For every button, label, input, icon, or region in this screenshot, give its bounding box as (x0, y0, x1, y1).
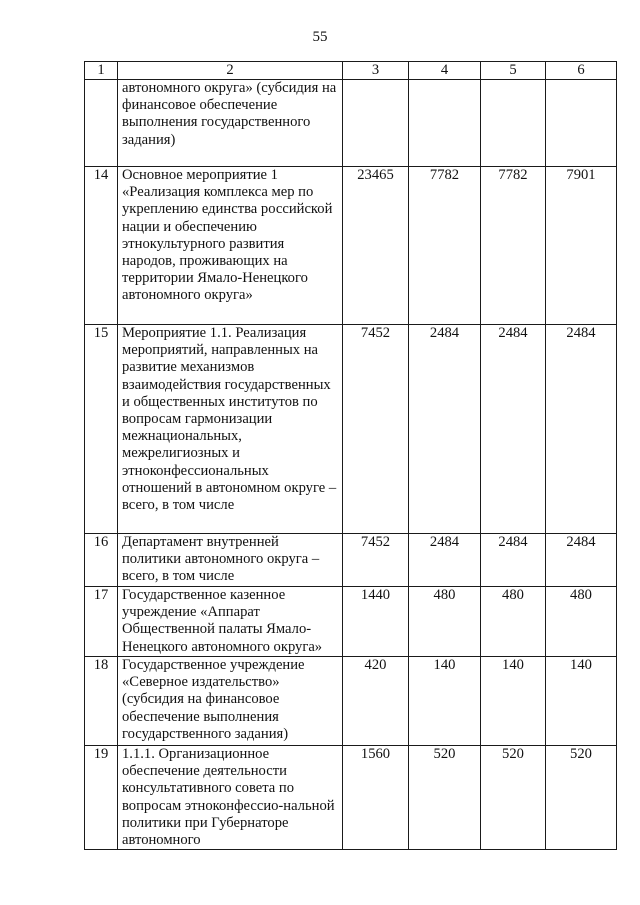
table-row (85, 80, 617, 167)
header-cell-2: 2 (118, 62, 343, 80)
row-number: 19 (85, 746, 118, 850)
row-value-6: 2484 (546, 325, 617, 534)
row-value-3: 1440 (343, 587, 409, 657)
row-number: 17 (85, 587, 118, 657)
header-cell-6: 6 (546, 62, 617, 80)
table-body (85, 80, 617, 850)
row-name: Мероприятие 1.1. Реализация мероприятий, направленных на развитие механизмов взаимодействия государственных и общественных институтов по вопросам гармонизации межнациональных, межрелигиозных и этноконфессиональных отношений в автономном округе – всего, в том числе (118, 325, 343, 534)
table-header (85, 62, 617, 80)
row-value-3: 1560 (343, 746, 409, 850)
row-value-5: 2484 (481, 534, 546, 587)
row-name: Основное мероприятие 1 «Реализация комплекса мер по укреплению единства российской нации и обеспечению этнокультурного развития народов, проживающих на территории Ямало-Ненецкого автономного округа» (118, 167, 343, 325)
row-name: Государственное казенное учреждение «Аппарат Общественной палаты Ямало-Ненецкого автономного округа» (118, 587, 343, 657)
row-number: 14 (85, 167, 118, 325)
table-row (85, 746, 617, 850)
table-row (85, 587, 617, 657)
row-value-5: 7782 (481, 167, 546, 325)
row-value-5: 140 (481, 657, 546, 746)
row-value-6: 7901 (546, 167, 617, 325)
row-value-4: 140 (409, 657, 481, 746)
header-row (85, 62, 617, 80)
row-value-3: 7452 (343, 534, 409, 587)
table-row (85, 534, 617, 587)
row-value-6: 2484 (546, 534, 617, 587)
row-value-5 (481, 80, 546, 167)
row-value-3 (343, 80, 409, 167)
page-number: 55 (312, 29, 328, 45)
row-value-4 (409, 80, 481, 167)
row-number: 18 (85, 657, 118, 746)
row-value-6: 140 (546, 657, 617, 746)
row-value-6: 480 (546, 587, 617, 657)
header-cell-1: 1 (85, 62, 118, 80)
row-value-4: 2484 (409, 325, 481, 534)
row-name: Департамент внутренней политики автономного округа – всего, в том числе (118, 534, 343, 587)
row-name: Государственное учреждение «Северное издательство» (субсидия на финансовое обеспечение выполнения государственного задания) (118, 657, 343, 746)
row-value-6: 520 (546, 746, 617, 850)
budget-table (84, 61, 617, 850)
header-cell-3: 3 (343, 62, 409, 80)
header-cell-4: 4 (409, 62, 481, 80)
row-number: 16 (85, 534, 118, 587)
row-value-4: 2484 (409, 534, 481, 587)
row-value-3: 420 (343, 657, 409, 746)
row-number: 15 (85, 325, 118, 534)
header-cell-5: 5 (481, 62, 546, 80)
row-name: 1.1.1. Организационное обеспечение деятельности консультативного совета по вопросам этноконфессио-нальной политики при Губернаторе автономного (118, 746, 343, 850)
row-number (85, 80, 118, 167)
row-value-6 (546, 80, 617, 167)
row-value-5: 520 (481, 746, 546, 850)
table-row (85, 325, 617, 534)
row-value-5: 2484 (481, 325, 546, 534)
row-value-4: 7782 (409, 167, 481, 325)
row-value-3: 7452 (343, 325, 409, 534)
table-row (85, 657, 617, 746)
row-value-5: 480 (481, 587, 546, 657)
row-value-3: 23465 (343, 167, 409, 325)
table-row (85, 167, 617, 325)
row-value-4: 480 (409, 587, 481, 657)
row-value-4: 520 (409, 746, 481, 850)
row-name: автономного округа» (субсидия на финансовое обеспечение выполнения государственного задания) (118, 80, 343, 167)
